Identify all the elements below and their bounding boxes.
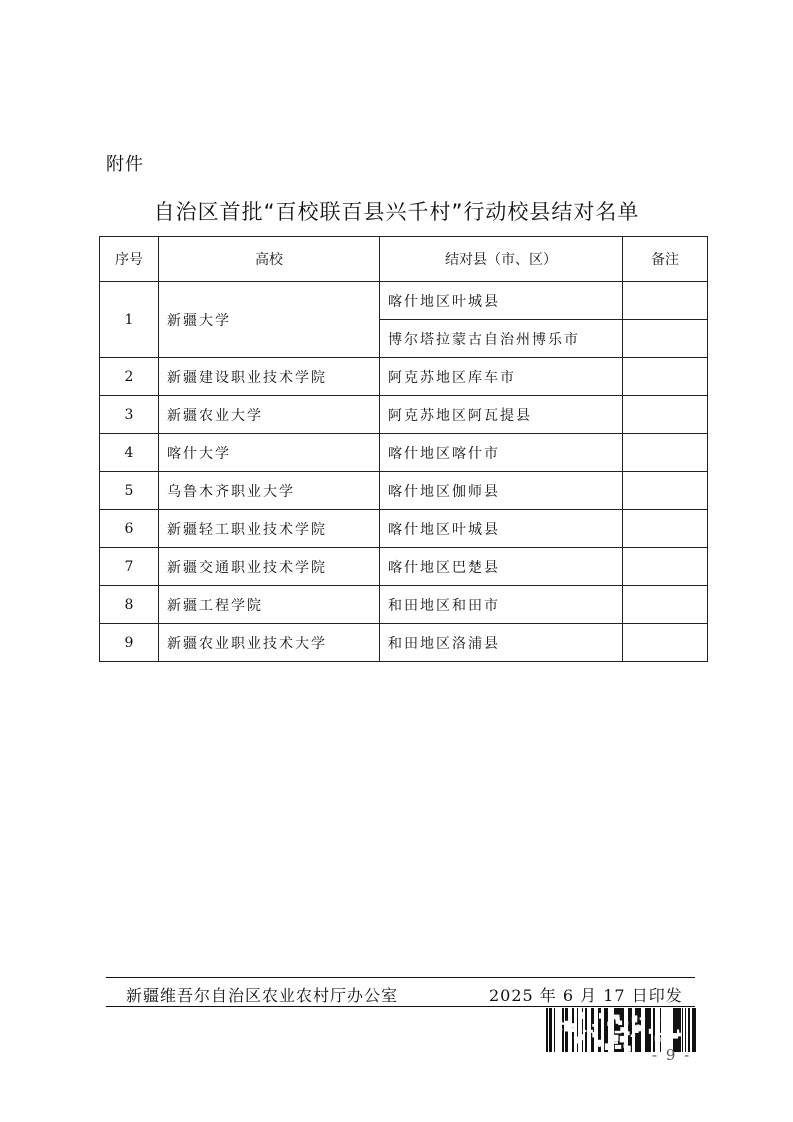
table-header-row <box>100 237 708 282</box>
row-note <box>623 396 708 434</box>
attachment-label: 附件 <box>106 154 144 175</box>
header-note: 备注 <box>623 237 708 282</box>
row-school: 新疆农业职业技术大学 <box>159 624 380 662</box>
row-note <box>623 548 708 586</box>
row-note <box>623 586 708 624</box>
document-title: 自治区首批“百校联百县兴千村”行动校县结对名单 <box>153 200 640 224</box>
footer-issue-date: 2025 年 6 月 17 日印发 <box>489 986 683 1005</box>
row-county: 博尔塔拉蒙古自治州博乐市 <box>380 320 623 358</box>
table-row <box>100 510 708 548</box>
table-row <box>100 358 708 396</box>
row-note <box>623 320 708 358</box>
row-index: 8 <box>100 586 159 624</box>
row-school: 新疆交通职业技术学院 <box>159 548 380 586</box>
table-row <box>100 586 708 624</box>
row-note <box>623 358 708 396</box>
row-school: 新疆工程学院 <box>159 586 380 624</box>
table-row <box>100 548 708 586</box>
page-number: - 9 - <box>652 1046 692 1064</box>
table-row <box>100 434 708 472</box>
row-county: 喀什地区叶城县 <box>380 510 623 548</box>
row-index: 1 <box>100 282 159 358</box>
table-row <box>100 282 708 320</box>
row-county: 和田地区洛浦县 <box>380 624 623 662</box>
row-index: 9 <box>100 624 159 662</box>
header-county: 结对县（市、区） <box>380 237 623 282</box>
row-county: 阿克苏地区库车市 <box>380 358 623 396</box>
footer-issuer: 新疆维吾尔自治区农业农村厅办公室 <box>126 986 399 1005</box>
row-note <box>623 510 708 548</box>
row-county: 喀什地区伽师县 <box>380 472 623 510</box>
row-county: 阿克苏地区阿瓦提县 <box>380 396 623 434</box>
row-county: 喀什地区巴楚县 <box>380 548 623 586</box>
footer-rule-top <box>106 977 695 978</box>
row-index: 5 <box>100 472 159 510</box>
header-index: 序号 <box>100 237 159 282</box>
table-row <box>100 396 708 434</box>
row-index: 7 <box>100 548 159 586</box>
table-row <box>100 472 708 510</box>
header-school: 高校 <box>159 237 380 282</box>
row-note <box>623 434 708 472</box>
row-index: 6 <box>100 510 159 548</box>
row-note <box>623 624 708 662</box>
footer-rule-bottom <box>106 1006 695 1007</box>
pairing-table <box>99 236 708 662</box>
table-row <box>100 624 708 662</box>
row-school: 喀什大学 <box>159 434 380 472</box>
row-school: 乌鲁木齐职业大学 <box>159 472 380 510</box>
row-county: 喀什地区喀什市 <box>380 434 623 472</box>
row-note <box>623 472 708 510</box>
row-school: 新疆农业大学 <box>159 396 380 434</box>
row-index: 2 <box>100 358 159 396</box>
row-school: 新疆建设职业技术学院 <box>159 358 380 396</box>
row-index: 4 <box>100 434 159 472</box>
row-school: 新疆大学 <box>159 282 380 358</box>
row-note <box>623 282 708 320</box>
row-county: 和田地区和田市 <box>380 586 623 624</box>
row-school: 新疆轻工职业技术学院 <box>159 510 380 548</box>
row-index: 3 <box>100 396 159 434</box>
row-county: 喀什地区叶城县 <box>380 282 623 320</box>
